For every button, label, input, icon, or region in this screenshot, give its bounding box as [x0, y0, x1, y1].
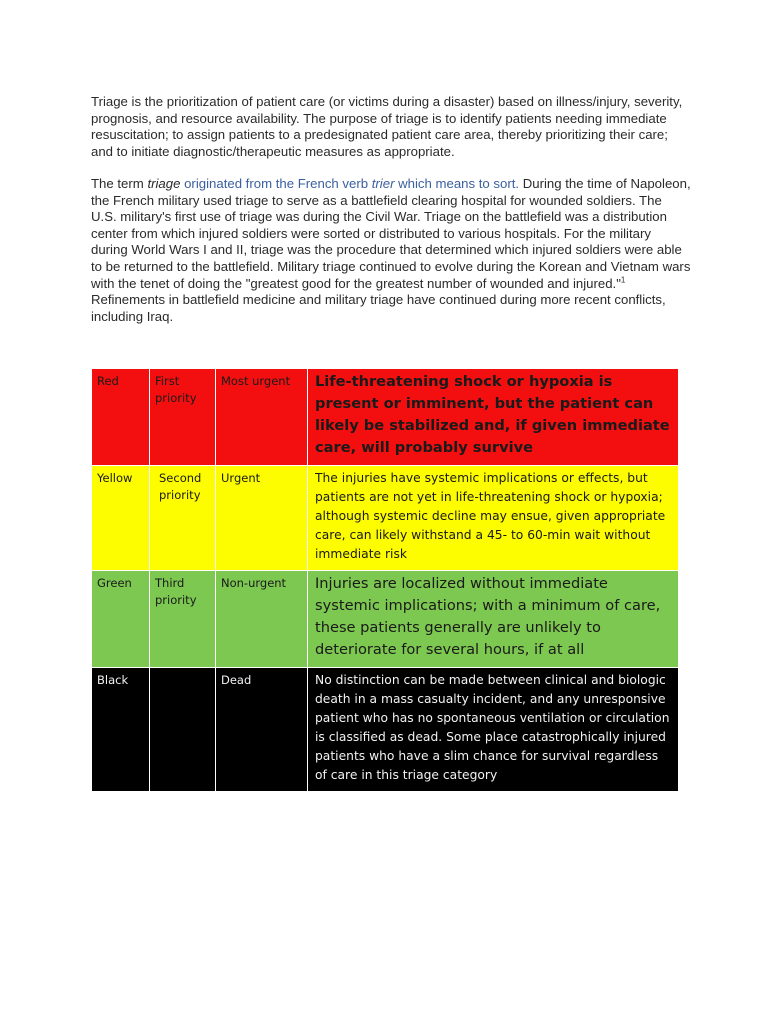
cell-description: Life-threatening shock or hypoxia is present or imminent, but the patient can likely be stabilized and, if given immediate care, will probably survive	[308, 369, 679, 466]
cell-description: Injuries are localized without immediate systemic implications; with a minimum of care, these patients generally are unlikely to deteriorate for several hours, if at all	[308, 571, 679, 668]
cell-color: Yellow	[92, 466, 150, 571]
term-triage: triage	[147, 176, 181, 191]
footnote-reference[interactable]: 1	[620, 275, 626, 285]
cell-color: Green	[92, 571, 150, 668]
origin-link-b[interactable]: which means to sort.	[394, 176, 520, 191]
table-row	[92, 668, 679, 792]
history-paragraph	[91, 176, 691, 325]
cell-urgency: Dead	[216, 668, 308, 792]
cell-color: Red	[92, 369, 150, 466]
cell-color: Black	[92, 668, 150, 792]
table-row	[92, 369, 679, 466]
history-text-a: The term	[91, 176, 148, 191]
cell-urgency: Most urgent	[216, 369, 308, 466]
cell-priority: Second priority	[150, 466, 216, 571]
term-trier[interactable]: trier	[371, 176, 395, 191]
cell-priority: First priority	[150, 369, 216, 466]
history-text-f: During the time of Napoleon, the French military used triage to serve as a battlefield clearing hospital for wounded soldiers. The U.S. military's first use of triage was during the Civil War. Triage on the battlefield was a distribution center from which injured soldiers were sorted or distributed to various hospitals. For the military during World Wars I and II, triage was the procedure that determined which injured soldiers were able to be returned to the battlefield. Military triage continued to evolve during the Korean and Vietnam wars with the tenet of doing the "greatest good for the greatest number of wounded and injured."	[91, 176, 691, 291]
triage-table	[91, 368, 679, 792]
origin-link-a[interactable]: originated from the French verb	[180, 176, 372, 191]
cell-urgency: Non-urgent	[216, 571, 308, 668]
history-text-g: Refinements in battlefield medicine and military triage have continued during more recent conflicts, including Iraq.	[91, 292, 666, 324]
intro-text: Triage is the prioritization of patient care (or victims during a disaster) based on illness/injury, severity, prognosis, and resource availability. The purpose of triage is to identify patients needing immediate resuscitation; to assign patients to a predesignated patient care area, thereby prioritizing their care; and to initiate diagnostic/therapeutic measures as appropriate.	[91, 94, 683, 159]
cell-priority	[150, 668, 216, 792]
intro-paragraph	[91, 94, 691, 160]
cell-description: No distinction can be made between clinical and biologic death in a mass casualty incident, and any unresponsive patient who has no spontaneous ventilation or circulation is classified as dead. Some place catastrophically injured patients who have a slim chance for survival regardless of care in this triage category	[308, 668, 679, 792]
table-row	[92, 466, 679, 571]
cell-urgency: Urgent	[216, 466, 308, 571]
table-row	[92, 571, 679, 668]
cell-priority: Third priority	[150, 571, 216, 668]
cell-description: The injuries have systemic implications or effects, but patients are not yet in life-threatening shock or hypoxia; although systemic decline may ensue, given appropriate care, can likely withstand a 45- to 60-min wait without immediate risk	[308, 466, 679, 571]
